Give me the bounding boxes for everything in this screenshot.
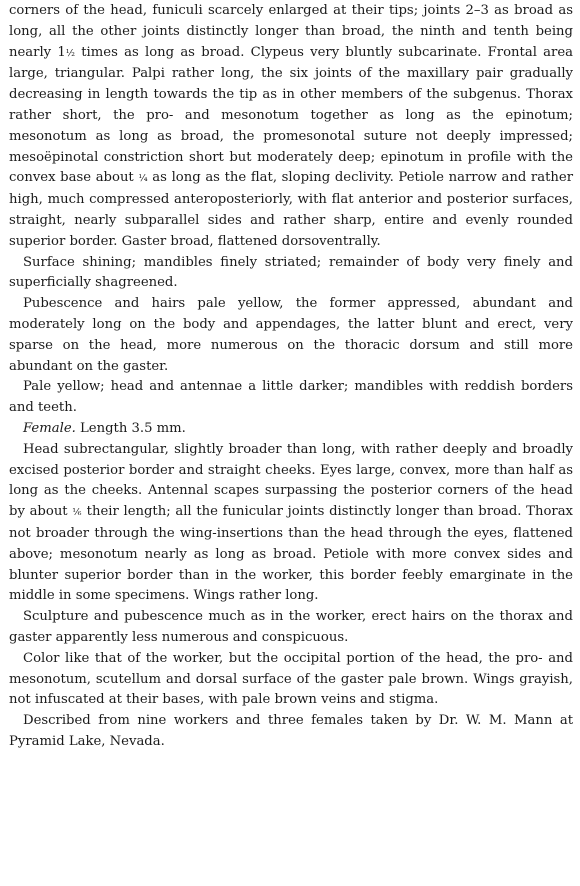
text-span: Color like that of the worker, but the occipital portion of the head, the pro- and mesonotum, scutellum and dorsal surface of the gaster pale brown. Wings grayish, not infuscated at their bases, with pale brown veins and stigma. xyxy=(9,650,573,708)
paragraph-worker-description xyxy=(9,1,573,253)
text-span: times as long as broad. Clypeus very bluntly subcarinate. Frontal area large, triangular. Palpi rather long, the six joints of the maxillary pair gradually decreasing in length towards the tip as in other members of the subgenus. Thorax rather short, the pro- and mesonotum together as long as the epinotum; mesonotum as long as broad, the promesonotal suture not deeply impressed; mesoëpinotal constriction short but moderately deep; epinotum in profile with the convex base about xyxy=(9,44,573,186)
paragraph-color-worker xyxy=(9,377,573,419)
document-page xyxy=(0,1,580,886)
text-span: Described from nine workers and three females taken by Dr. W. M. Mann at Pyramid Lake, Nevada. xyxy=(9,713,573,749)
text-span: Head subrectangular, slightly broader than long, with rather deeply and broadly excised posterior border and straight cheeks. Eyes large, convex, more than half as long as the cheeks. Antennal scapes surpassing the posterior corners of the head by about xyxy=(9,441,573,520)
female-label: Female. xyxy=(23,420,76,436)
paragraph-female-head xyxy=(9,440,573,607)
text-span: Length 3.5 mm. xyxy=(75,420,186,436)
fraction-one-sixth: ⅙ xyxy=(72,507,82,519)
text-span: Pale yellow; head and antennae a little darker; mandibles with reddish borders and teeth. xyxy=(9,379,573,416)
text-span: as long as the flat, sloping declivity. Petiole narrow and rather high, much compressed anteroposteriorly, with flat anterior and posterior surfaces, straight, nearly subparallel sides and rather sharp, entire and evenly rounded superior border. Gaster broad, flattened dorsoventrally. xyxy=(9,170,574,249)
paragraph-surface xyxy=(9,253,573,295)
text-span: their length; all the funicular joints distinctly longer than broad. Thorax not broader through the wing-insertions than the head through the eyes, flattened above; mesonotum nearly as long as broad. Petiole with more convex sides and blunter superior border than in the worker, this border feebly emarginate in the middle in some specimens. Wings rather long. xyxy=(9,504,573,604)
fraction-one-quarter: ¼ xyxy=(138,173,148,185)
paragraph-pubescence xyxy=(9,294,573,377)
text-span: Surface shining; mandibles finely striated; remainder of body very finely and superficially shagreened. xyxy=(9,254,573,291)
paragraph-female-sculpture xyxy=(9,607,573,649)
paragraph-female-heading xyxy=(9,419,573,440)
text-span: corners of the head, funiculi scarcely enlarged at their tips; joints 2–3 as broad as long, all the other joints distinctly longer than broad, the ninth and tenth being nearly 1 xyxy=(9,3,573,60)
paragraph-described-from xyxy=(9,711,573,753)
text-span: Sculpture and pubescence much as in the worker, erect hairs on the thorax and gaster apparently less numerous and conspicuous. xyxy=(9,609,573,645)
fraction-one-half: ½ xyxy=(65,47,75,59)
text-span: Pubescence and hairs pale yellow, the former appressed, abundant and moderately long on the body and appendages, the latter blunt and erect, very sparse on the head, more numerous on the thoracic dorsum and still more abundant on the gaster. xyxy=(9,296,573,374)
paragraph-female-color xyxy=(9,649,573,711)
